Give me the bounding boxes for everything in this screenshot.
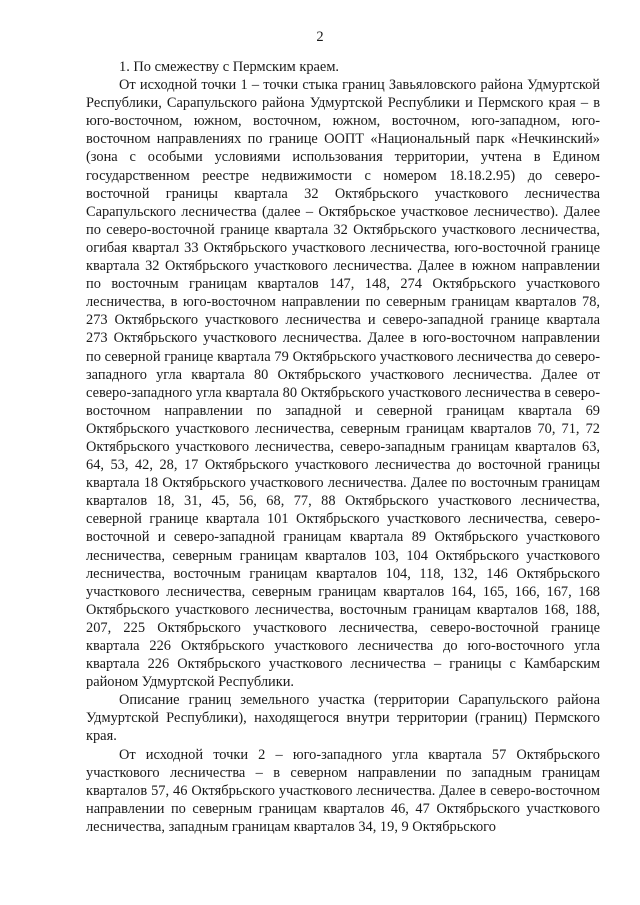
boundary-description-paragraph: От исходной точки 1 – точки стыка границ Завьяловского района Удмуртской Республики, Сарапульского района Удмуртской Республики и Пермского края – в юго-восточном, южном, восточном, южном, восточном, юго-западном, юго-восточном направлениях по границе ООПТ «Национальный парк «Нечкинский» (зона с особыми условиями использования территории, учтена в Едином государственном реестре недвижимости с номером 18.18.2.95) до северо-восточной границы квартала 32 Октябрьского участкового лесничества Сарапульского лесничества (далее – Октябрьское участковое лесничество). Далее по северо-восточной границе квартала 32 Октябрьского участкового лесничества, огибая квартал 33 Октябрьского участкового лесничества, юго-восточной границе квартала 32 Октябрьского участкового лесничества. Далее в южном направлении по восточным границам кварталов 147, 148, 274 Октябрьского участкового лесничества, в юго-восточном направлении по северным границам кварталов 78, 273 Октябрьского участкового лесничества и северо-западной границе квартала 273 Октябрьского участкового лесничества. Далее в юго-восточном направлении по северной границе квартала 79 Октябрьского участкового лесничества до северо-западного угла квартала 80 Октябрьского участкового лесничества. Далее от северо-западного угла квартала 80 Октябрьского участкового лесничества в северо-восточном направлении по западной и северной границам квартала 69 Октябрьского участкового лесничества, северным границам кварталов 70, 71, 72 Октябрьского участкового лесничества, северо-западным границам кварталов 63, 64, 53, 42, 28, 17 Октябрьского участкового лесничества до восточной границы квартала 18 Октябрьского участкового лесничества. Далее по восточным границам кварталов 18, 31, 45, 56, 68, 77, 88 Октябрьского участкового лесничества, северной границе квартала 101 Октябрьского участкового лесничества, северо-восточной и северо-западной границам квартала 89 Октябрьского участкового лесничества, северным границам кварталов 103, 104 Октябрьского участкового лесничества, восточным границам кварталов 104, 118, 132, 146 Октябрьского участкового лесничества, северным границам кварталов 164, 165, 166, 167, 168 Октябрьского участкового лесничества, восточным границам кварталов 168, 188, 207, 225 Октябрьского участкового лесничества, северо-восточной границе квартала 226 Октябрьского участкового лесничества до юго-восточного угла квартала 226 Октябрьского участкового лесничества – границы с Камбарским районом Удмуртской Республики. <box>86 77 600 691</box>
starting-point-paragraph: От исходной точки 2 – юго-западного угла квартала 57 Октябрьского участкового лесничества – в северном направлении по западным границам кварталов 57, 46 Октябрьского участкового лесничества. Далее в северо-восточном направлении по северным границам кварталов 46, 47 Октябрьского участкового лесничества, западным границам кварталов 34, 19, 9 Октябрьского <box>86 746 600 835</box>
page-number: 2 <box>316 29 324 45</box>
land-plot-description-paragraph: Описание границ земельного участка (территории Сарапульского района Удмуртской Республики), находящегося внутри территории (границ) Пермского края. <box>86 692 600 745</box>
section-heading: 1. По смежеству с Пермским краем. <box>119 59 340 75</box>
document-body <box>86 58 600 836</box>
